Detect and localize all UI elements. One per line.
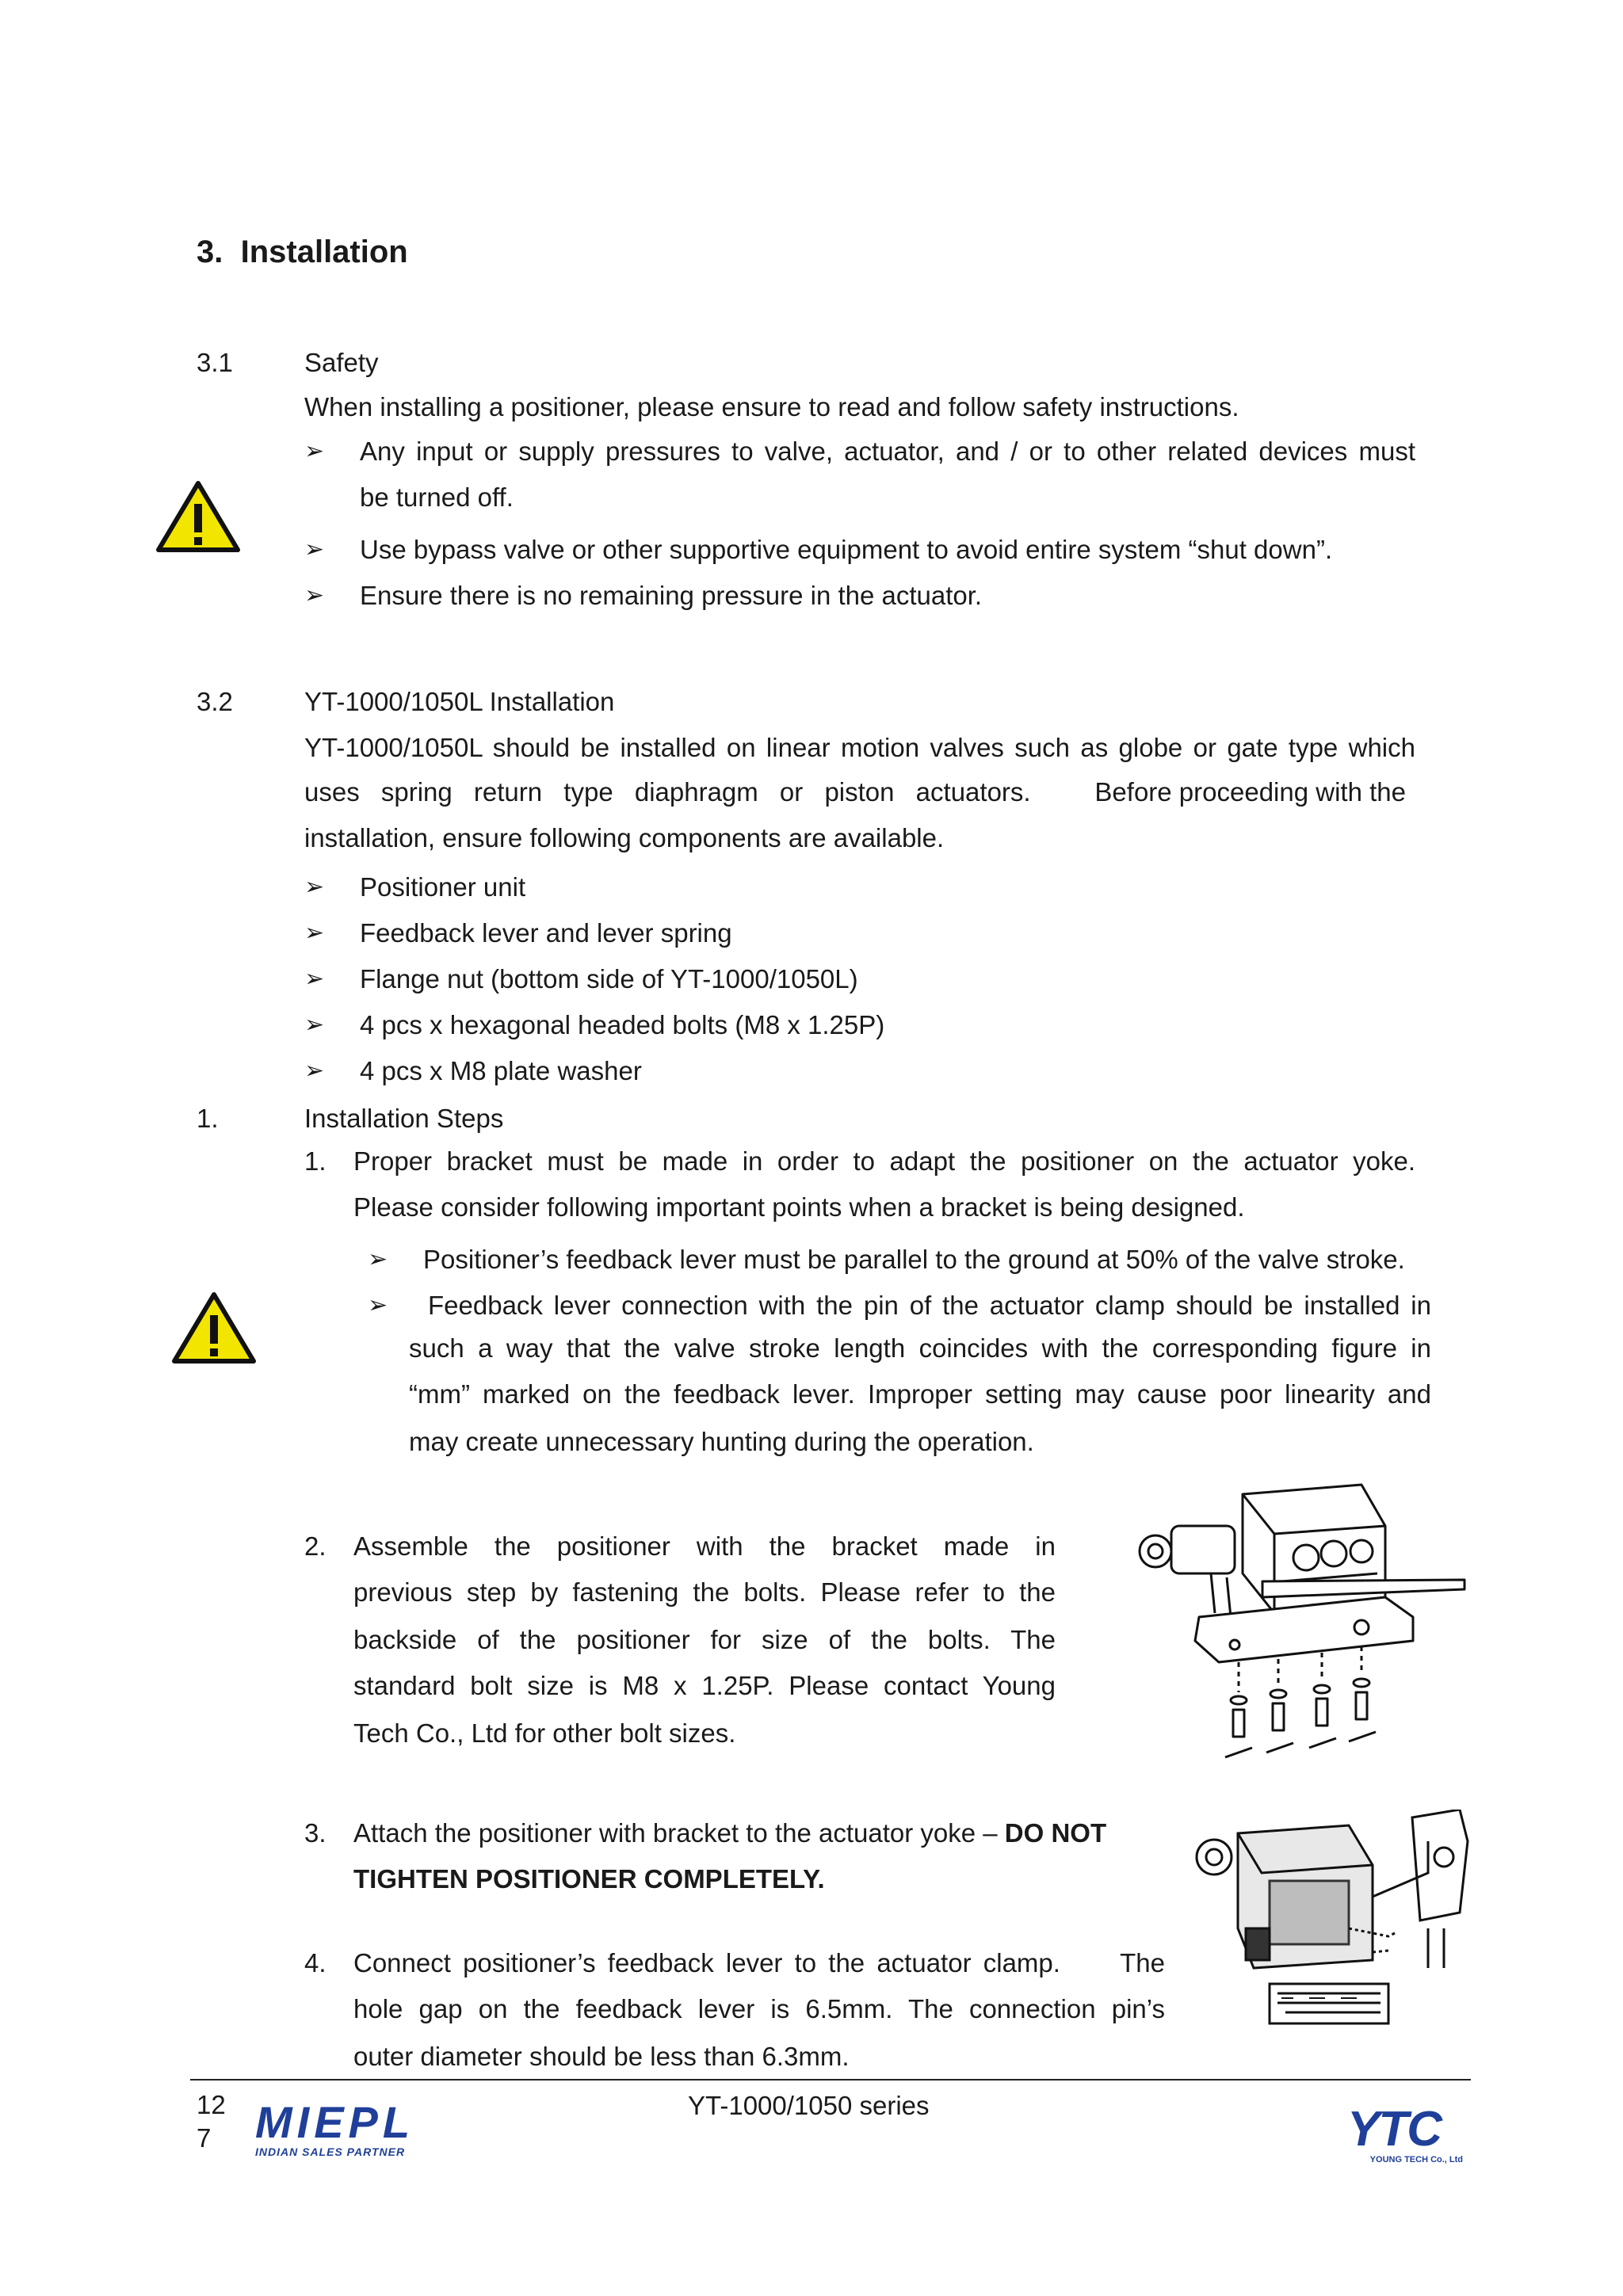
step-3-bold-1: DO NOT (1004, 1818, 1107, 1848)
page-number (197, 2088, 226, 2155)
step-4-line-1 (353, 1947, 1165, 1979)
ytc-logo (1347, 2104, 1474, 2164)
footer-rule (190, 2079, 1471, 2081)
safety-intro: When installing a positioner, please ensure to read and follow safety instructions. (304, 392, 1239, 421)
step-2-number: 2. (304, 1531, 327, 1561)
step-3-text: Attach the positioner with bracket to the actuator yoke – (353, 1818, 1005, 1848)
step-1-sub-2: Feedback lever connection with the pin of the actuator clamp should be installed in (428, 1291, 1431, 1320)
miepl-logo (255, 2097, 430, 2158)
step-3-number: 3. (304, 1818, 327, 1848)
positioner-bracket-figure (1124, 1478, 1472, 1760)
subsection-number-safety: 3.1 (197, 348, 233, 377)
ytc-logo-subtitle: YOUNG TECH Co., Ltd (1369, 2155, 1463, 2164)
arrow-bullet-icon: ➢ (304, 966, 325, 992)
install-para-line-1: YT-1000/1050L should be installed on linear motion valves such as globe or gate type which (304, 733, 1415, 762)
safety-bullet-3: Ensure there is no remaining pressure in the actuator. (360, 581, 983, 610)
install-para-line-2 (304, 776, 1406, 808)
steps-number: 1. (197, 1104, 219, 1133)
step-1-sub-2-cont-2: “mm” marked on the feedback lever. Improper setting may cause poor linearity and (409, 1379, 1431, 1409)
step-2-line-2: previous step by fastening the bolts. Please refer to the (353, 1577, 1056, 1607)
component-item: 4 pcs x hexagonal headed bolts (M8 x 1.25P) (360, 1010, 885, 1039)
component-item: 4 pcs x M8 plate washer (360, 1056, 642, 1085)
arrow-bullet-icon: ➢ (304, 1012, 325, 1038)
step-1-sub-2-cont-1: such a way that the valve stroke length coincides with the corresponding figure in (409, 1333, 1431, 1363)
page-number-line-2: 7 (197, 2123, 212, 2153)
miepl-logo-text: MIEPL (255, 2097, 415, 2147)
step-1-line-1: Proper bracket must be made in order to adapt the positioner on the actuator yoke. (353, 1146, 1415, 1176)
ytc-logo-text: YTC (1347, 2102, 1441, 2157)
arrow-bullet-icon: ➢ (304, 536, 325, 563)
safety-bullet-1: Any input or supply pressures to valve, actuator, and / or to other related devices must (360, 437, 1415, 466)
step-1-line-2: Please consider following important points when a bracket is being designed. (353, 1192, 1245, 1222)
warning-triangle-icon (155, 479, 241, 555)
safety-bullet-1-cont: be turned off. (360, 482, 514, 512)
step-1-sub-1: Positioner’s feedback lever must be parallel to the ground at 50% of the valve stroke. (423, 1245, 1405, 1274)
subsection-number-install: 3.2 (197, 687, 233, 716)
install-para-line-2b: Before proceeding with the (1094, 777, 1406, 807)
arrow-bullet-icon: ➢ (304, 582, 325, 608)
component-item: Positioner unit (360, 872, 526, 902)
arrow-bullet-icon: ➢ (304, 438, 325, 464)
section-number: 3. (197, 235, 223, 269)
miepl-logo-subtitle: INDIAN SALES PARTNER (255, 2145, 406, 2158)
step-1-sub-2-cont-3: may create unnecessary hunting during the operation. (409, 1427, 1034, 1456)
subsection-title-safety: Safety (304, 348, 379, 377)
page-number-line-1: 12 (197, 2090, 226, 2119)
step-4-line-1b: The (1120, 1948, 1165, 1978)
section-title: Installation (240, 235, 408, 269)
arrow-bullet-icon: ➢ (304, 1058, 325, 1084)
safety-bullet-2: Use bypass valve or other supportive equipment to avoid entire system “shut down”. (360, 535, 1333, 564)
step-4-line-3: outer diameter should be less than 6.3mm. (353, 2042, 850, 2071)
step-4-line-1a: Connect positioner’s feedback lever to the actuator clamp. (353, 1948, 1060, 1978)
step-1-number: 1. (304, 1146, 327, 1176)
install-para-line-2a: uses spring return type diaphragm or piston actuators. (304, 777, 1031, 807)
section-heading (197, 233, 408, 271)
step-2-line-4: standard bolt size is M8 x 1.25P. Please contact Young (353, 1671, 1056, 1700)
component-item: Feedback lever and lever spring (360, 918, 732, 948)
arrow-bullet-icon: ➢ (368, 1292, 388, 1318)
arrow-bullet-icon: ➢ (304, 920, 325, 946)
step-4-number: 4. (304, 1948, 327, 1978)
step-2-line-1: Assemble the positioner with the bracket made in (353, 1531, 1056, 1561)
subsection-title-install: YT-1000/1050L Installation (304, 687, 615, 716)
step-4-line-2: hole gap on the feedback lever is 6.5mm. The connection pin’s (353, 1994, 1165, 2023)
install-para-line-3: installation, ensure following components are available. (304, 823, 945, 852)
step-2-line-5: Tech Co., Ltd for other bolt sizes. (353, 1718, 736, 1748)
steps-title: Installation Steps (304, 1104, 504, 1133)
positioner-yoke-figure (1190, 1810, 1469, 2035)
component-item: Flange nut (bottom side of YT-1000/1050L) (360, 964, 858, 994)
warning-triangle-icon (171, 1290, 257, 1366)
step-3-bold-2: TIGHTEN POSITIONER COMPLETELY. (353, 1864, 825, 1894)
arrow-bullet-icon: ➢ (368, 1246, 388, 1272)
step-2-line-3: backside of the positioner for size of the bolts. The (353, 1625, 1056, 1654)
step-3-line-1 (353, 1817, 1106, 1849)
arrow-bullet-icon: ➢ (304, 874, 325, 900)
series-title: YT-1000/1050 series (688, 2091, 930, 2120)
